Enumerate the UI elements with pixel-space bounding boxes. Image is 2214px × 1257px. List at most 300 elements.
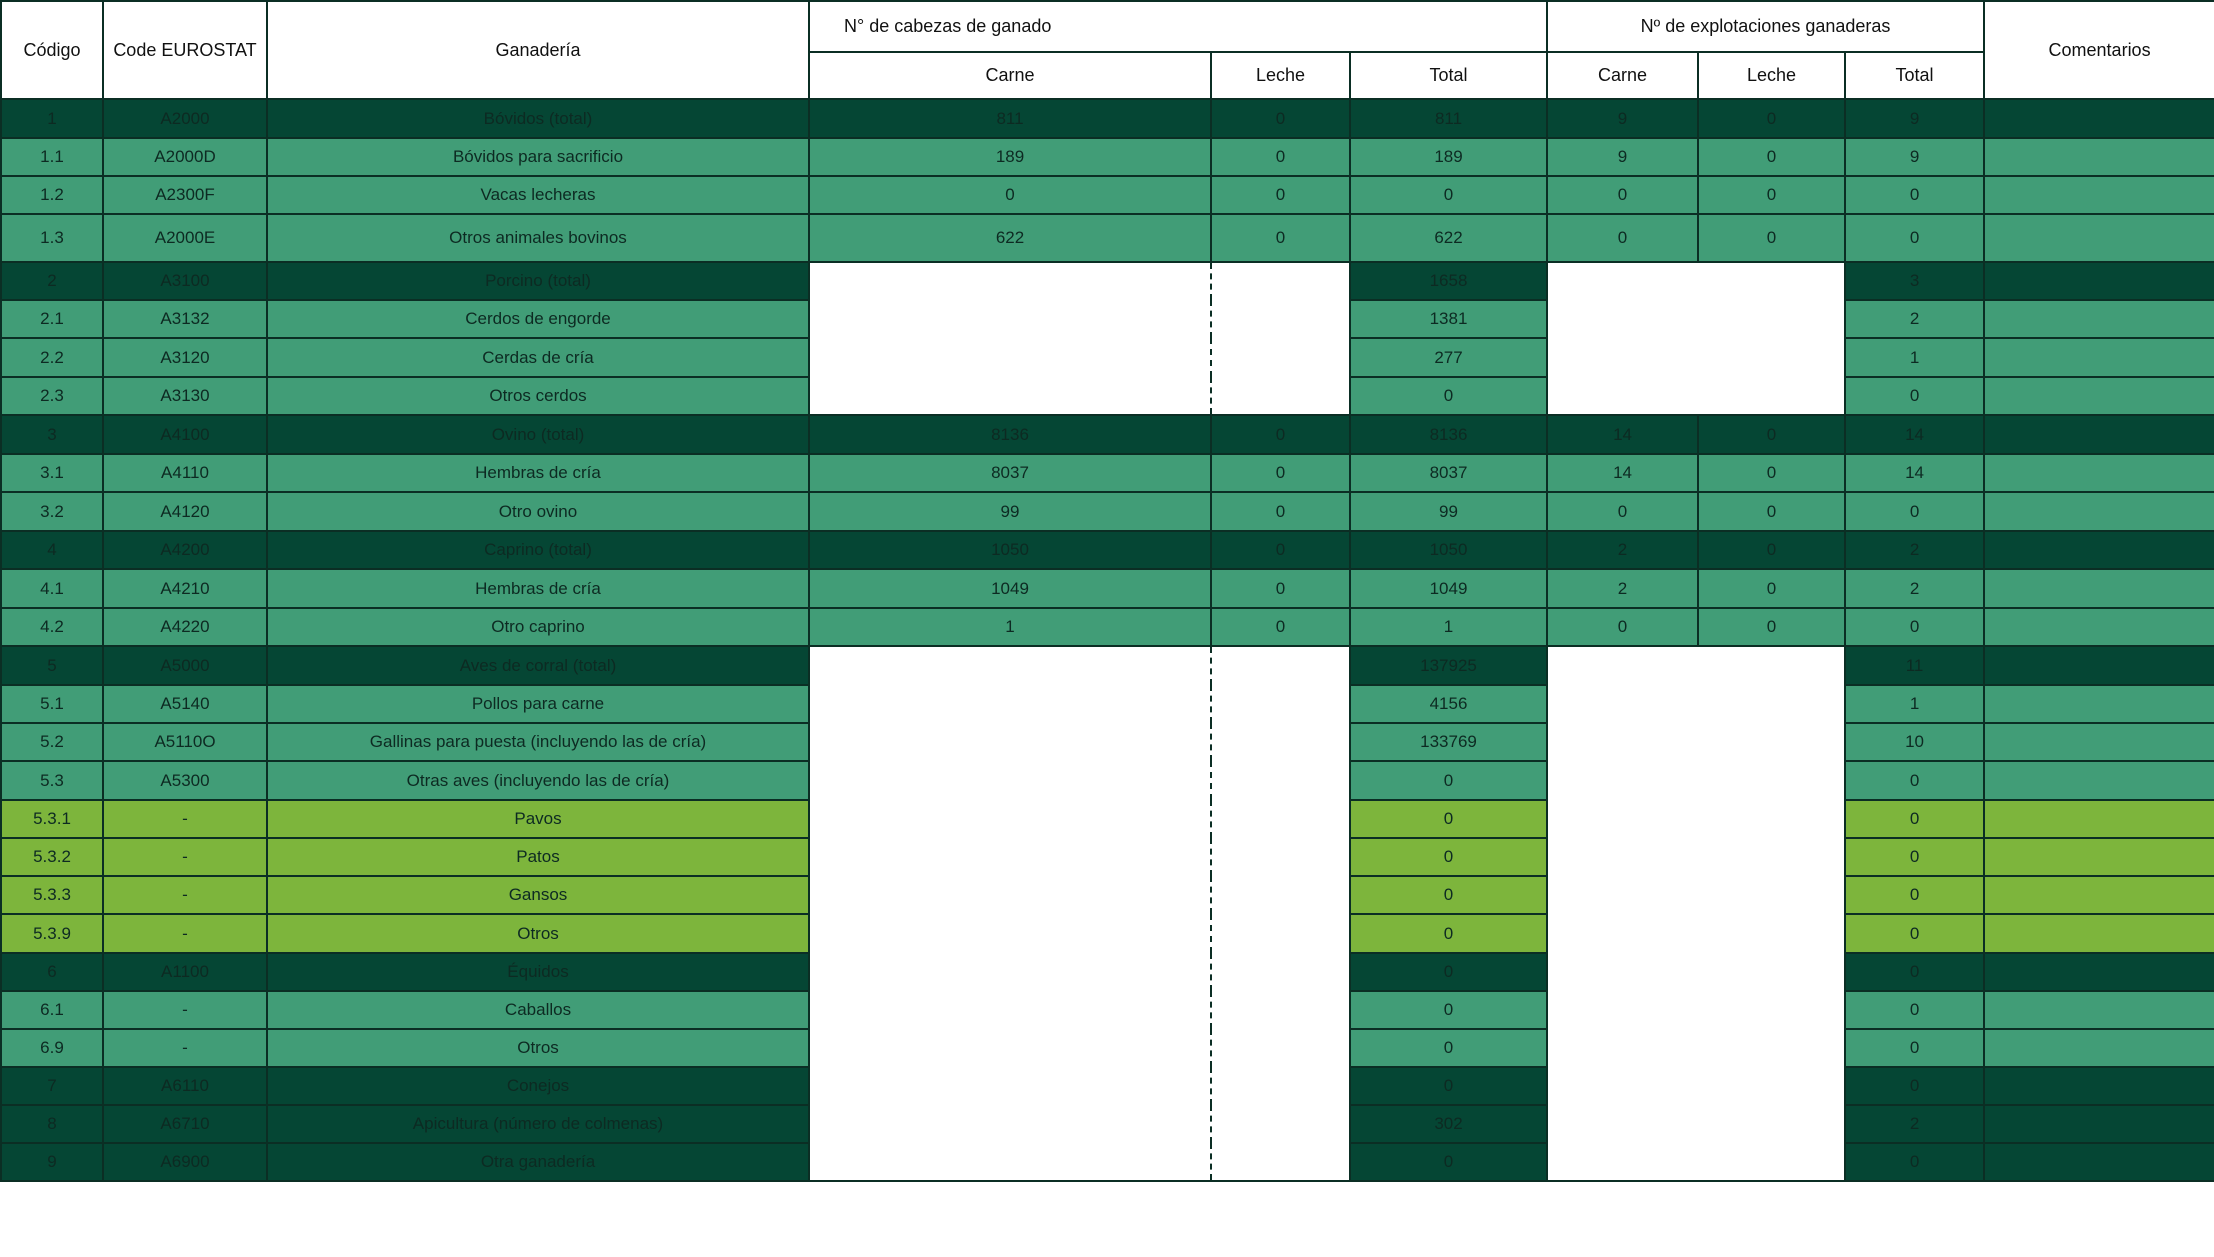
explotaciones-total-cell: 0: [1845, 761, 1984, 800]
explotaciones-total-cell: 3: [1845, 262, 1984, 300]
comentarios-cell: [1984, 569, 2214, 608]
explotaciones-carne-cell: 0: [1547, 608, 1698, 646]
ganaderia-cell: Otro ovino: [267, 492, 809, 531]
explotaciones-carne-cell: 0: [1547, 176, 1698, 214]
cabezas-total-cell: 0: [1350, 800, 1547, 838]
blank-cell: [1547, 876, 1698, 914]
table-row: [1, 953, 2214, 991]
ganaderia-cell: Otro caprino: [267, 608, 809, 646]
table-row: [1, 415, 2214, 454]
blank-cell: [809, 1029, 1211, 1067]
comentarios-cell: [1984, 723, 2214, 761]
blank-cell: [809, 838, 1211, 876]
codigo-cell: 5.2: [1, 723, 103, 761]
blank-cell: [809, 761, 1211, 800]
explotaciones-total-cell: 2: [1845, 569, 1984, 608]
cabezas-total-cell: 189: [1350, 138, 1547, 176]
blank-cell: [809, 685, 1211, 723]
blank-cell: [1547, 1029, 1698, 1067]
explotaciones-carne-cell: 2: [1547, 569, 1698, 608]
cabezas-total-cell: 1049: [1350, 569, 1547, 608]
codigo-cell: 7: [1, 1067, 103, 1105]
codigo-cell: 3.1: [1, 454, 103, 492]
ganaderia-cell: Porcino (total): [267, 262, 809, 300]
cabezas-total-cell: 1: [1350, 608, 1547, 646]
cabezas-leche-cell: 0: [1211, 454, 1350, 492]
blank-cell: [809, 800, 1211, 838]
ganaderia-cell: Gallinas para puesta (incluyendo las de cría): [267, 723, 809, 761]
ganaderia-cell: Otros: [267, 914, 809, 953]
comentarios-cell: [1984, 214, 2214, 262]
cabezas-total-cell: 0: [1350, 176, 1547, 214]
explotaciones-total-cell: 0: [1845, 214, 1984, 262]
explotaciones-carne-cell: 0: [1547, 214, 1698, 262]
blank-cell: [1547, 761, 1698, 800]
header-exp-carne: Carne: [1547, 52, 1698, 99]
codigo-cell: 5: [1, 646, 103, 685]
blank-cell: [1698, 761, 1845, 800]
explotaciones-total-cell: 10: [1845, 723, 1984, 761]
table-row: [1, 1067, 2214, 1105]
explotaciones-total-cell: 2: [1845, 300, 1984, 338]
blank-cell: [1211, 300, 1350, 338]
header-codigo: Código: [1, 1, 103, 99]
blank-cell: [1698, 377, 1845, 415]
eurostat-code-cell: A5000: [103, 646, 267, 685]
eurostat-code-cell: A4110: [103, 454, 267, 492]
ganaderia-cell: Hembras de cría: [267, 569, 809, 608]
blank-cell: [1547, 377, 1698, 415]
comentarios-cell: [1984, 1067, 2214, 1105]
comentarios-cell: [1984, 1105, 2214, 1143]
ganaderia-cell: Bóvidos (total): [267, 99, 809, 138]
eurostat-code-cell: A3120: [103, 338, 267, 377]
explotaciones-total-cell: 0: [1845, 800, 1984, 838]
explotaciones-carne-cell: 14: [1547, 454, 1698, 492]
eurostat-code-cell: A2000D: [103, 138, 267, 176]
explotaciones-total-cell: 0: [1845, 838, 1984, 876]
explotaciones-total-cell: 0: [1845, 492, 1984, 531]
cabezas-leche-cell: 0: [1211, 214, 1350, 262]
comentarios-cell: [1984, 646, 2214, 685]
table-row: [1, 262, 2214, 300]
blank-cell: [809, 377, 1211, 415]
comentarios-cell: [1984, 1143, 2214, 1181]
blank-cell: [1547, 914, 1698, 953]
ganaderia-cell: Patos: [267, 838, 809, 876]
explotaciones-leche-cell: 0: [1698, 138, 1845, 176]
explotaciones-leche-cell: 0: [1698, 454, 1845, 492]
blank-cell: [1698, 914, 1845, 953]
comentarios-cell: [1984, 531, 2214, 569]
eurostat-code-cell: A4220: [103, 608, 267, 646]
ganaderia-cell: Conejos: [267, 1067, 809, 1105]
codigo-cell: 4.2: [1, 608, 103, 646]
codigo-cell: 1.2: [1, 176, 103, 214]
explotaciones-leche-cell: 0: [1698, 99, 1845, 138]
blank-cell: [809, 338, 1211, 377]
blank-cell: [1547, 338, 1698, 377]
codigo-cell: 2.2: [1, 338, 103, 377]
explotaciones-total-cell: 1: [1845, 338, 1984, 377]
ganaderia-cell: Pavos: [267, 800, 809, 838]
codigo-cell: 2: [1, 262, 103, 300]
blank-cell: [1698, 991, 1845, 1029]
explotaciones-total-cell: 0: [1845, 876, 1984, 914]
ganaderia-cell: Cerdos de engorde: [267, 300, 809, 338]
blank-cell: [1547, 300, 1698, 338]
ganaderia-cell: Otros cerdos: [267, 377, 809, 415]
cabezas-total-cell: 0: [1350, 838, 1547, 876]
blank-cell: [1211, 338, 1350, 377]
eurostat-code-cell: A6900: [103, 1143, 267, 1181]
explotaciones-carne-cell: 9: [1547, 99, 1698, 138]
codigo-cell: 5.3.3: [1, 876, 103, 914]
cabezas-carne-cell: 99: [809, 492, 1211, 531]
header-cab-leche: Leche: [1211, 52, 1350, 99]
explotaciones-total-cell: 0: [1845, 608, 1984, 646]
table-row: [1, 138, 2214, 176]
blank-cell: [1211, 838, 1350, 876]
blank-cell: [1698, 685, 1845, 723]
blank-cell: [1698, 300, 1845, 338]
cabezas-total-cell: 0: [1350, 914, 1547, 953]
cabezas-carne-cell: 811: [809, 99, 1211, 138]
explotaciones-total-cell: 14: [1845, 415, 1984, 454]
codigo-cell: 6: [1, 953, 103, 991]
blank-cell: [1211, 876, 1350, 914]
table-row: [1, 1029, 2214, 1067]
cabezas-total-cell: 0: [1350, 1143, 1547, 1181]
cabezas-carne-cell: 8136: [809, 415, 1211, 454]
ganaderia-cell: Caprino (total): [267, 531, 809, 569]
blank-cell: [1211, 1067, 1350, 1105]
comentarios-cell: [1984, 914, 2214, 953]
cabezas-leche-cell: 0: [1211, 569, 1350, 608]
cabezas-carne-cell: 8037: [809, 454, 1211, 492]
ganaderia-cell: Équidos: [267, 953, 809, 991]
comentarios-cell: [1984, 492, 2214, 531]
header-cabezas-group: N° de cabezas de ganado: [809, 1, 1547, 52]
codigo-cell: 2.1: [1, 300, 103, 338]
cabezas-total-cell: 811: [1350, 99, 1547, 138]
explotaciones-leche-cell: 0: [1698, 608, 1845, 646]
table-row: [1, 531, 2214, 569]
cabezas-total-cell: 302: [1350, 1105, 1547, 1143]
blank-cell: [1698, 1105, 1845, 1143]
explotaciones-total-cell: 9: [1845, 99, 1984, 138]
explotaciones-total-cell: 14: [1845, 454, 1984, 492]
blank-cell: [1211, 646, 1350, 685]
codigo-cell: 6.9: [1, 1029, 103, 1067]
ganaderia-cell: Otros animales bovinos: [267, 214, 809, 262]
blank-cell: [1698, 953, 1845, 991]
blank-cell: [1211, 685, 1350, 723]
comentarios-cell: [1984, 608, 2214, 646]
cabezas-carne-cell: 622: [809, 214, 1211, 262]
header-ganaderia: Ganadería: [267, 1, 809, 99]
explotaciones-total-cell: 0: [1845, 176, 1984, 214]
table-row: [1, 214, 2214, 262]
cabezas-total-cell: 0: [1350, 953, 1547, 991]
header-cab-total: Total: [1350, 52, 1547, 99]
codigo-cell: 3: [1, 415, 103, 454]
comentarios-cell: [1984, 1029, 2214, 1067]
table-row: [1, 876, 2214, 914]
explotaciones-total-cell: 0: [1845, 953, 1984, 991]
ganaderia-cell: Hembras de cría: [267, 454, 809, 492]
explotaciones-total-cell: 0: [1845, 1067, 1984, 1105]
eurostat-code-cell: A5300: [103, 761, 267, 800]
cabezas-leche-cell: 0: [1211, 176, 1350, 214]
blank-cell: [1698, 646, 1845, 685]
comentarios-cell: [1984, 262, 2214, 300]
blank-cell: [809, 646, 1211, 685]
header-exp-leche: Leche: [1698, 52, 1845, 99]
explotaciones-leche-cell: 0: [1698, 569, 1845, 608]
codigo-cell: 2.3: [1, 377, 103, 415]
cabezas-total-cell: 8136: [1350, 415, 1547, 454]
eurostat-code-cell: A3100: [103, 262, 267, 300]
table-row: [1, 761, 2214, 800]
table-row: [1, 454, 2214, 492]
cabezas-total-cell: 622: [1350, 214, 1547, 262]
cabezas-carne-cell: 1049: [809, 569, 1211, 608]
cabezas-total-cell: 0: [1350, 377, 1547, 415]
blank-cell: [1547, 1067, 1698, 1105]
header-comentarios: Comentarios: [1984, 1, 2214, 99]
blank-cell: [1211, 723, 1350, 761]
table-body: [1, 99, 2214, 1181]
explotaciones-carne-cell: 14: [1547, 415, 1698, 454]
cabezas-total-cell: 1050: [1350, 531, 1547, 569]
comentarios-cell: [1984, 415, 2214, 454]
ganaderia-cell: Bóvidos para sacrificio: [267, 138, 809, 176]
ganaderia-cell: Cerdas de cría: [267, 338, 809, 377]
eurostat-code-cell: A6710: [103, 1105, 267, 1143]
ganaderia-cell: Vacas lecheras: [267, 176, 809, 214]
blank-cell: [1698, 1067, 1845, 1105]
table-row: [1, 685, 2214, 723]
codigo-cell: 1: [1, 99, 103, 138]
header-cab-carne: Carne: [809, 52, 1211, 99]
cabezas-total-cell: 0: [1350, 1029, 1547, 1067]
blank-cell: [1211, 1143, 1350, 1181]
explotaciones-carne-cell: 9: [1547, 138, 1698, 176]
codigo-cell: 1.1: [1, 138, 103, 176]
eurostat-code-cell: A4100: [103, 415, 267, 454]
blank-cell: [1211, 262, 1350, 300]
blank-cell: [1211, 914, 1350, 953]
explotaciones-leche-cell: 0: [1698, 531, 1845, 569]
explotaciones-leche-cell: 0: [1698, 492, 1845, 531]
cabezas-total-cell: 0: [1350, 1067, 1547, 1105]
comentarios-cell: [1984, 991, 2214, 1029]
blank-cell: [809, 953, 1211, 991]
blank-cell: [1211, 800, 1350, 838]
table-row: [1, 99, 2214, 138]
table-row: [1, 492, 2214, 531]
explotaciones-leche-cell: 0: [1698, 176, 1845, 214]
table-row: [1, 569, 2214, 608]
explotaciones-total-cell: 0: [1845, 991, 1984, 1029]
blank-cell: [1211, 761, 1350, 800]
cabezas-total-cell: 8037: [1350, 454, 1547, 492]
codigo-cell: 5.3.2: [1, 838, 103, 876]
eurostat-code-cell: A4200: [103, 531, 267, 569]
eurostat-code-cell: -: [103, 800, 267, 838]
table-row: [1, 176, 2214, 214]
cabezas-total-cell: 4156: [1350, 685, 1547, 723]
explotaciones-total-cell: 0: [1845, 377, 1984, 415]
cabezas-total-cell: 137925: [1350, 646, 1547, 685]
cabezas-total-cell: 277: [1350, 338, 1547, 377]
blank-cell: [1211, 991, 1350, 1029]
explotaciones-leche-cell: 0: [1698, 214, 1845, 262]
blank-cell: [1211, 377, 1350, 415]
explotaciones-total-cell: 1: [1845, 685, 1984, 723]
blank-cell: [1547, 800, 1698, 838]
comentarios-cell: [1984, 99, 2214, 138]
cabezas-total-cell: 99: [1350, 492, 1547, 531]
table-row: [1, 300, 2214, 338]
cabezas-leche-cell: 0: [1211, 138, 1350, 176]
blank-cell: [1698, 338, 1845, 377]
header-exp-total: Total: [1845, 52, 1984, 99]
table-row: [1, 646, 2214, 685]
table-row: [1, 1105, 2214, 1143]
blank-cell: [1547, 1105, 1698, 1143]
table-row: [1, 338, 2214, 377]
cabezas-total-cell: 0: [1350, 876, 1547, 914]
header-eurostat: Code EUROSTAT: [103, 1, 267, 99]
eurostat-code-cell: -: [103, 991, 267, 1029]
blank-cell: [1547, 1143, 1698, 1181]
codigo-cell: 9: [1, 1143, 103, 1181]
eurostat-code-cell: A1100: [103, 953, 267, 991]
blank-cell: [809, 300, 1211, 338]
blank-cell: [1547, 262, 1698, 300]
table-row: [1, 723, 2214, 761]
eurostat-code-cell: A4210: [103, 569, 267, 608]
blank-cell: [1211, 1105, 1350, 1143]
cabezas-leche-cell: 0: [1211, 99, 1350, 138]
cabezas-carne-cell: 1050: [809, 531, 1211, 569]
cabezas-total-cell: 0: [1350, 761, 1547, 800]
explotaciones-total-cell: 9: [1845, 138, 1984, 176]
blank-cell: [1547, 953, 1698, 991]
comentarios-cell: [1984, 838, 2214, 876]
comentarios-cell: [1984, 176, 2214, 214]
cabezas-carne-cell: 189: [809, 138, 1211, 176]
codigo-cell: 5.1: [1, 685, 103, 723]
cabezas-leche-cell: 0: [1211, 531, 1350, 569]
codigo-cell: 4.1: [1, 569, 103, 608]
eurostat-code-cell: -: [103, 876, 267, 914]
explotaciones-total-cell: 0: [1845, 914, 1984, 953]
ganaderia-cell: Pollos para carne: [267, 685, 809, 723]
blank-cell: [809, 914, 1211, 953]
comentarios-cell: [1984, 800, 2214, 838]
table-row: [1, 1143, 2214, 1181]
explotaciones-carne-cell: 2: [1547, 531, 1698, 569]
cabezas-leche-cell: 0: [1211, 492, 1350, 531]
eurostat-code-cell: A4120: [103, 492, 267, 531]
explotaciones-total-cell: 0: [1845, 1029, 1984, 1067]
ganaderia-cell: Gansos: [267, 876, 809, 914]
ganaderia-cell: Aves de corral (total): [267, 646, 809, 685]
codigo-cell: 4: [1, 531, 103, 569]
explotaciones-total-cell: 2: [1845, 1105, 1984, 1143]
ganaderia-cell: Caballos: [267, 991, 809, 1029]
eurostat-code-cell: -: [103, 838, 267, 876]
eurostat-code-cell: A5140: [103, 685, 267, 723]
codigo-cell: 8: [1, 1105, 103, 1143]
blank-cell: [1547, 838, 1698, 876]
header-explotaciones-group: Nº de explotaciones ganaderas: [1547, 1, 1984, 52]
cabezas-carne-cell: 1: [809, 608, 1211, 646]
table-row: [1, 914, 2214, 953]
blank-cell: [1547, 685, 1698, 723]
blank-cell: [809, 876, 1211, 914]
blank-cell: [1211, 1029, 1350, 1067]
blank-cell: [809, 723, 1211, 761]
cabezas-leche-cell: 0: [1211, 415, 1350, 454]
blank-cell: [1547, 723, 1698, 761]
comentarios-cell: [1984, 138, 2214, 176]
blank-cell: [1698, 262, 1845, 300]
blank-cell: [809, 1105, 1211, 1143]
blank-cell: [1547, 646, 1698, 685]
table-row: [1, 800, 2214, 838]
cabezas-total-cell: 1381: [1350, 300, 1547, 338]
table-row: [1, 991, 2214, 1029]
codigo-cell: 5.3: [1, 761, 103, 800]
eurostat-code-cell: A3130: [103, 377, 267, 415]
blank-cell: [1698, 723, 1845, 761]
eurostat-code-cell: -: [103, 1029, 267, 1067]
codigo-cell: 5.3.9: [1, 914, 103, 953]
table-row: [1, 838, 2214, 876]
ganaderia-cell: Otras aves (incluyendo las de cría): [267, 761, 809, 800]
blank-cell: [809, 262, 1211, 300]
explotaciones-total-cell: 0: [1845, 1143, 1984, 1181]
ganaderia-cell: Ovino (total): [267, 415, 809, 454]
table-row: [1, 608, 2214, 646]
cabezas-carne-cell: 0: [809, 176, 1211, 214]
eurostat-code-cell: A5110O: [103, 723, 267, 761]
ganaderia-cell: Otra ganadería: [267, 1143, 809, 1181]
explotaciones-total-cell: 2: [1845, 531, 1984, 569]
codigo-cell: 3.2: [1, 492, 103, 531]
eurostat-code-cell: -: [103, 914, 267, 953]
blank-cell: [809, 1143, 1211, 1181]
comentarios-cell: [1984, 953, 2214, 991]
comentarios-cell: [1984, 377, 2214, 415]
eurostat-code-cell: A2300F: [103, 176, 267, 214]
blank-cell: [1698, 876, 1845, 914]
eurostat-code-cell: A6110: [103, 1067, 267, 1105]
codigo-cell: 5.3.1: [1, 800, 103, 838]
eurostat-code-cell: A3132: [103, 300, 267, 338]
blank-cell: [1698, 838, 1845, 876]
blank-cell: [809, 1067, 1211, 1105]
comentarios-cell: [1984, 685, 2214, 723]
comentarios-cell: [1984, 300, 2214, 338]
comentarios-cell: [1984, 454, 2214, 492]
explotaciones-total-cell: 11: [1845, 646, 1984, 685]
ganaderia-cell: Apicultura (número de colmenas): [267, 1105, 809, 1143]
